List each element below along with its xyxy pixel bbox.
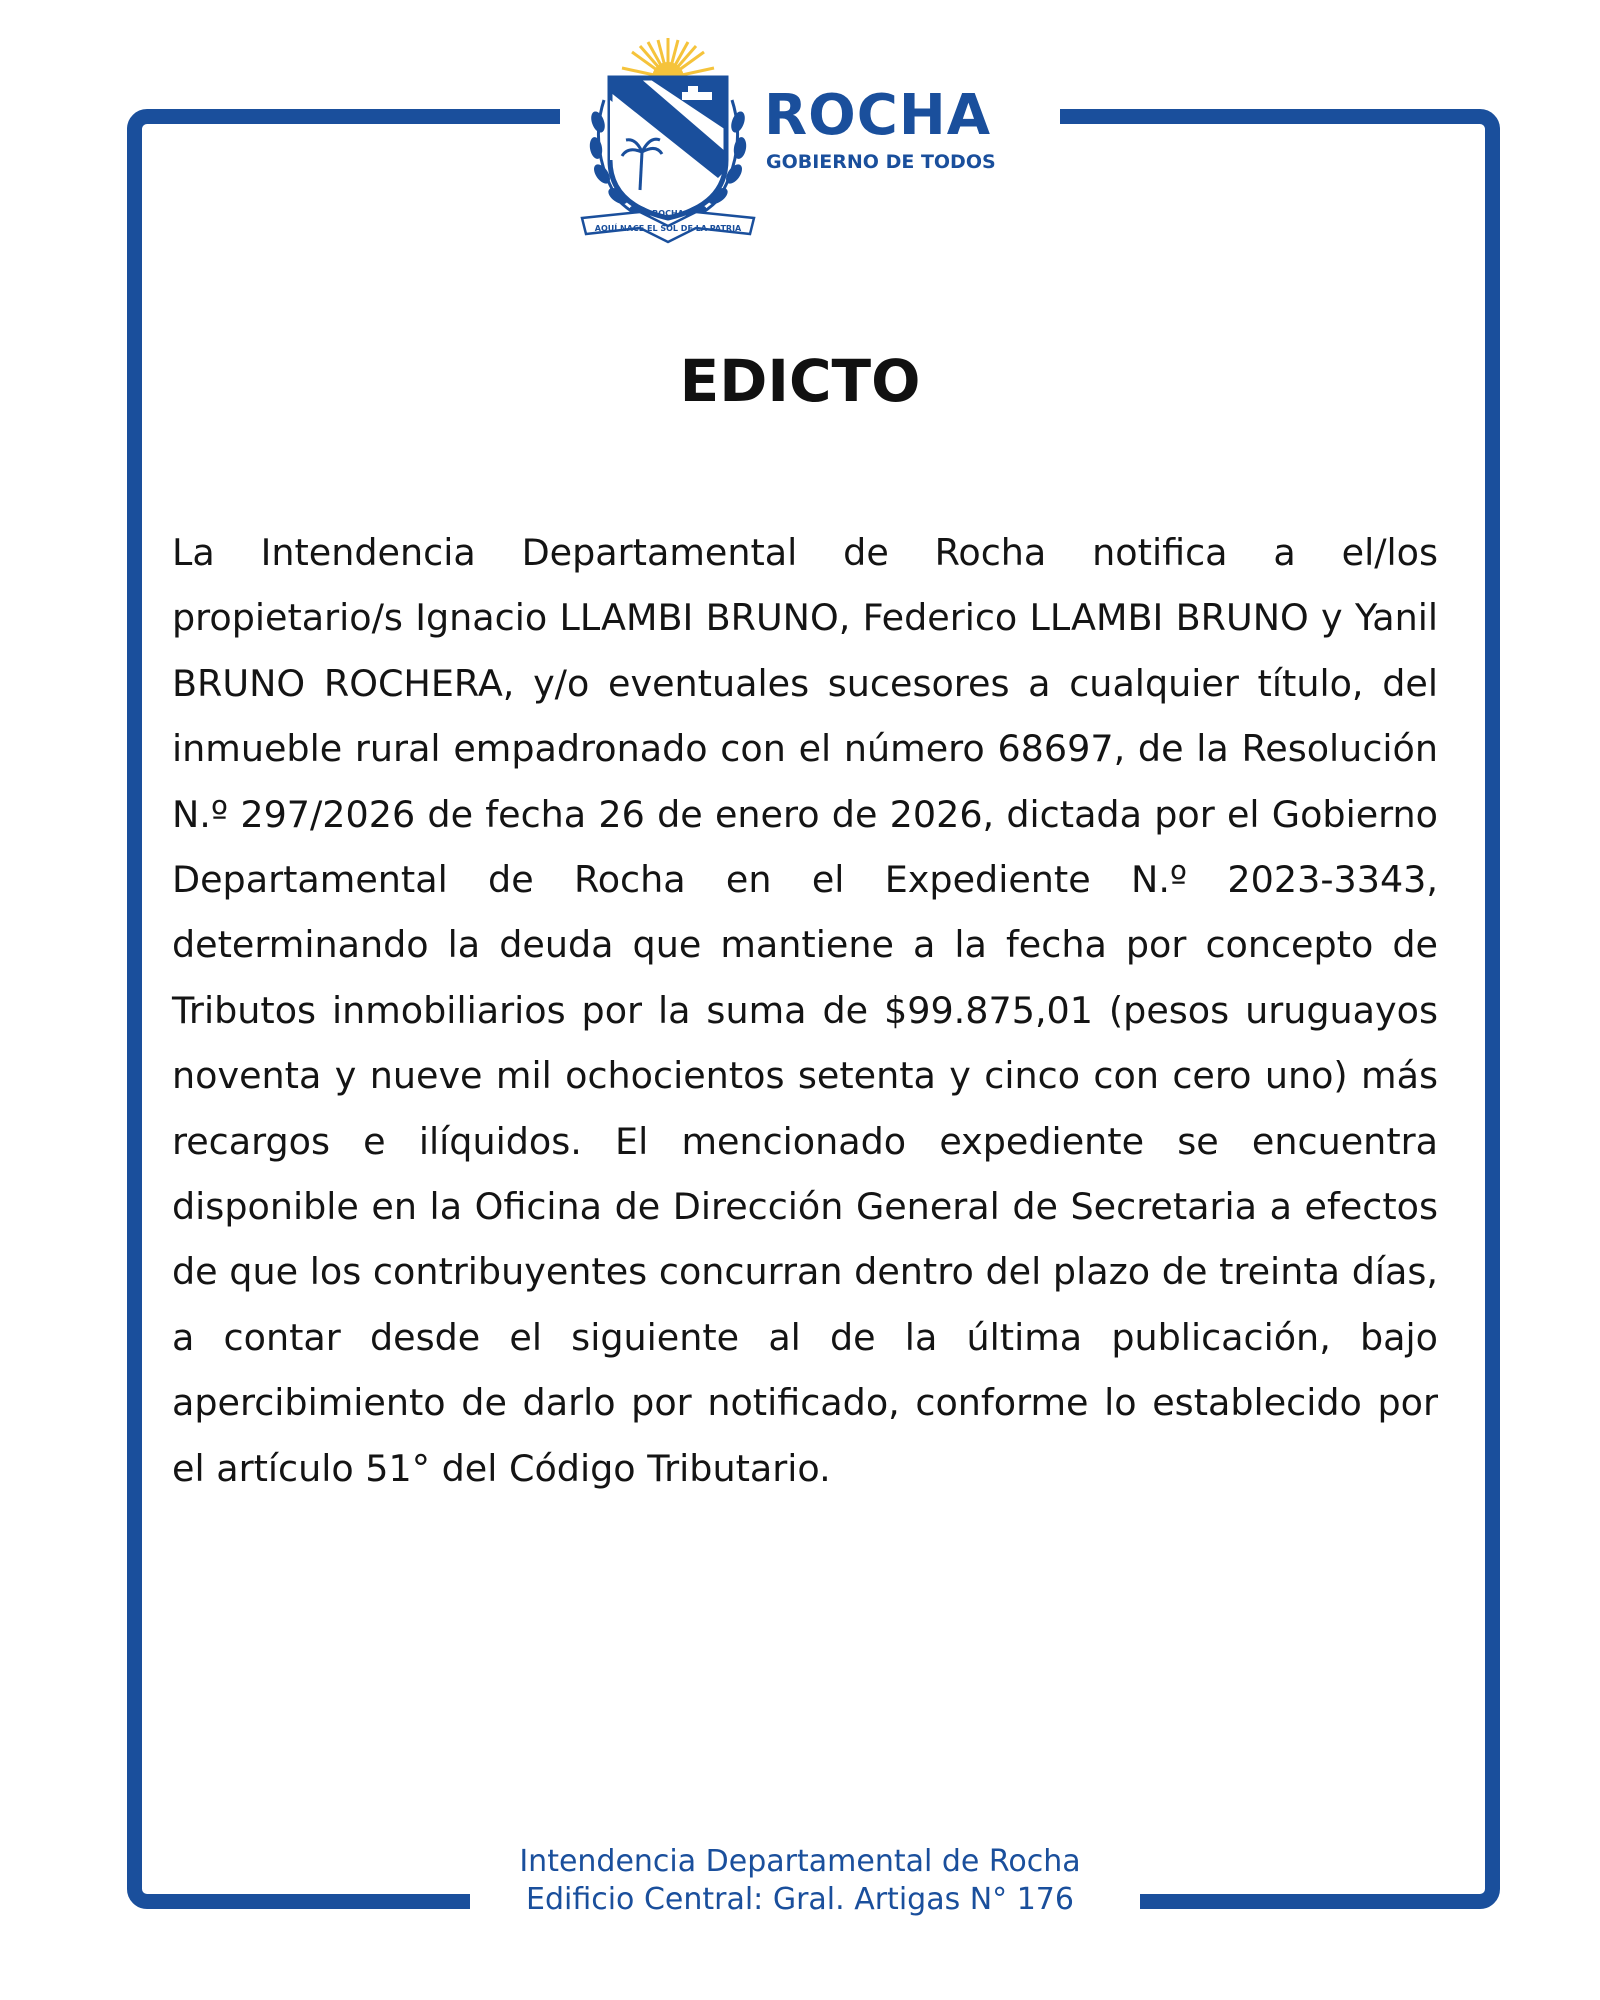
footer-line-1: Intendencia Departamental de Rocha: [519, 1844, 1081, 1879]
shield-icon: [610, 78, 726, 218]
svg-text:AQUÍ NACE EL SOL DE LA PATRIA: AQUÍ NACE EL SOL DE LA PATRIA: [594, 224, 742, 233]
footer: [0, 1843, 1600, 1919]
brand-tagline: GOBIERNO DE TODOS: [766, 151, 996, 173]
header-logo: [578, 30, 1048, 255]
svg-text:ROCHA: ROCHA: [652, 209, 684, 218]
rocha-coat-of-arms-icon: [578, 30, 758, 255]
crest-ribbon: [582, 209, 754, 242]
page-title: EDICTO: [679, 347, 921, 415]
edict-body-text: La Intendencia Departamental de Rocha notifica a el/los propietario/s Ignacio LLAMBI BRUNO, Federico LLAMBI BRUNO y Yanil BRUNO ROCHERA, y/o eventuales sucesores a cualquier título, del inmueble rural empadronado con el número 68697, de la Resolución N.º 297/2026 de fecha 26 de enero de 2026, dictada por el Gobierno Departamental de Rocha en el Expediente N.º 2023-3343, determinando la deuda que mantiene a la fecha por concepto de Tributos inmobiliarios por la suma de $99.875,01 (pesos uruguayos noventa y nueve mil ochocientos setenta y cinco con cero uno) más recargos e ilíquidos. El mencionado expediente se encuentra disponible en la Oficina de Dirección General de Secretaria a efectos de que los contribuyentes concurran dentro del plazo de treinta días, a contar desde el siguiente al de la última publicación, bajo apercibimiento de darlo por notificado, conforme lo establecido por el artículo 51° del Código Tributario.: [172, 531, 1438, 1490]
brand-name: ROCHA: [764, 83, 992, 148]
footer-line-2: Edificio Central: Gral. Artigas N° 176: [526, 1882, 1074, 1917]
